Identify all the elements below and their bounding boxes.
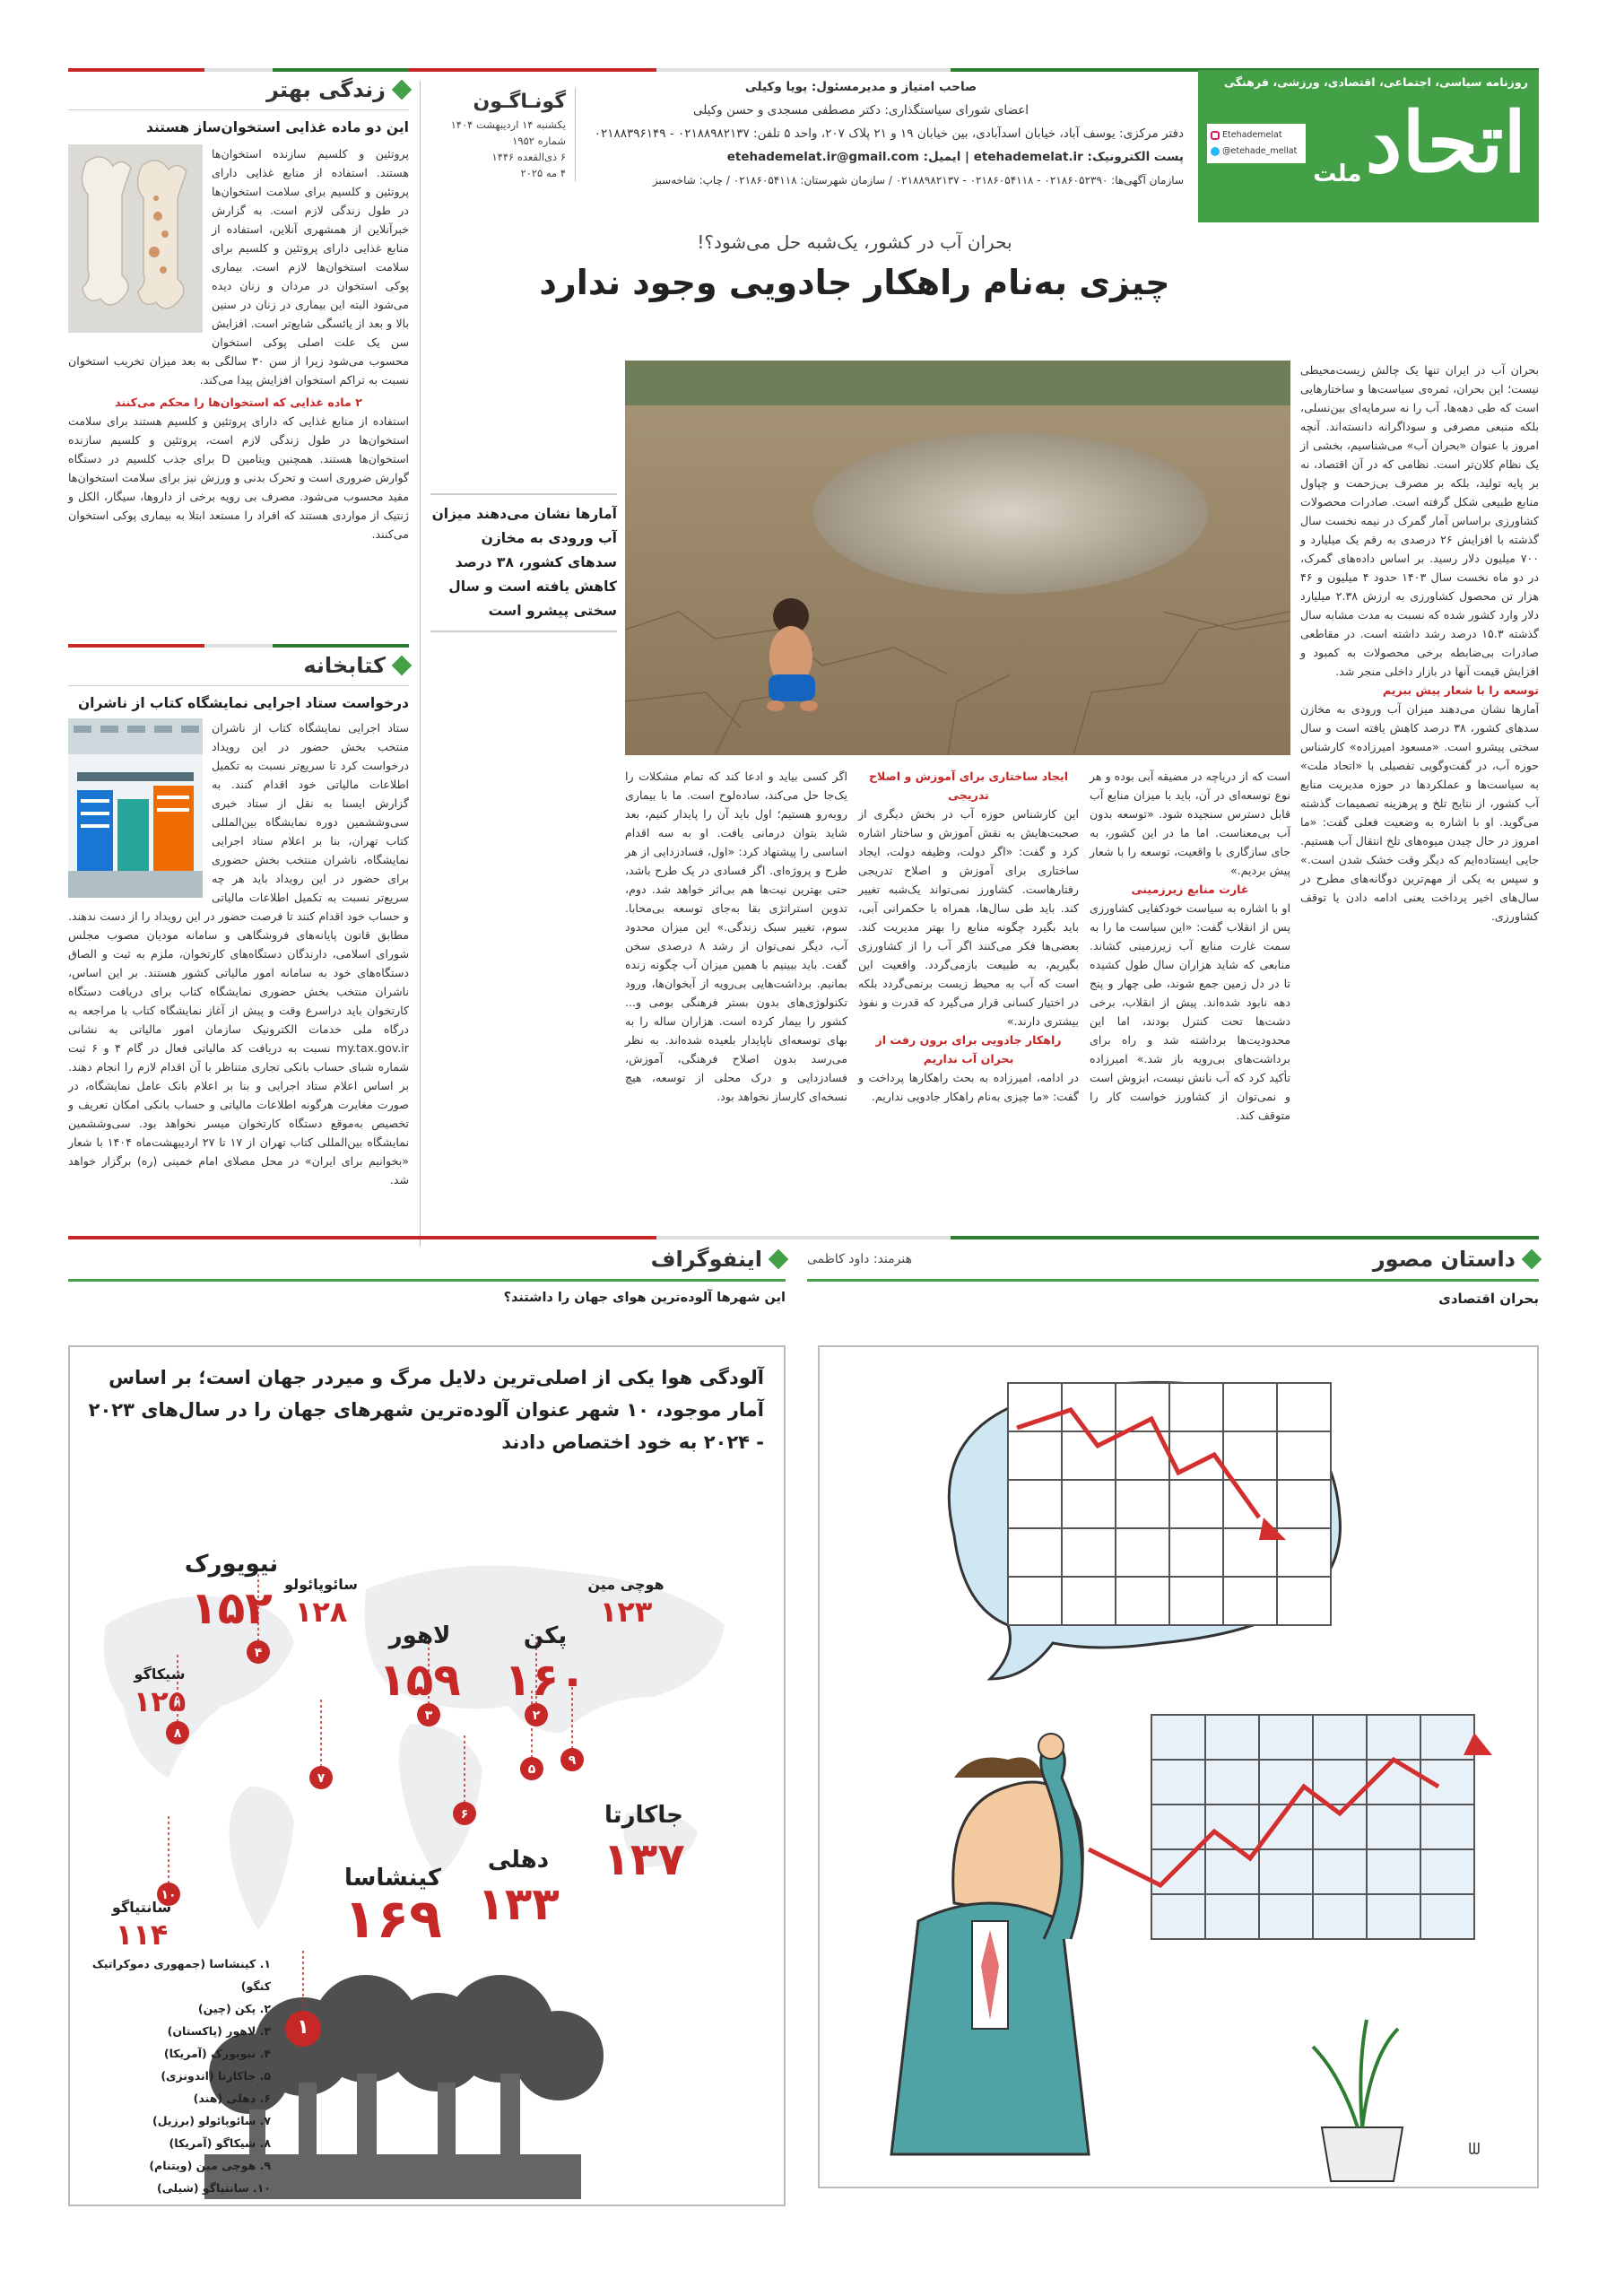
cartoon-artist: هنرمند: داود کاظمی bbox=[807, 1252, 912, 1266]
column-divider bbox=[420, 81, 421, 1247]
story-subhead-3: ایجاد ساختاری برای آموزش و اصلاح تدریجی bbox=[868, 770, 1069, 802]
story-kicker: بحران آب در کشور، یک‌شبه حل می‌شود؟! bbox=[697, 231, 1012, 253]
city-value: ۱۲۳ bbox=[599, 1595, 653, 1629]
cartoon-section bbox=[807, 1247, 1539, 1314]
date-gregorian: ۴ مه ۲۰۲۵ bbox=[520, 167, 566, 179]
city-rank: ۱ bbox=[297, 2016, 309, 2039]
list-item: ۵. جاکارتا (اندونزی) bbox=[161, 2069, 271, 2083]
office-address: دفتر مرکزی: یوسف آباد، خیابان اسدآبادی، بین خیابان ۱۹ و ۲۱ پلاک ۲۰۷، واحد ۵ تلفن: ۰۲۱۸۸۹۸۲۱۳۷ - ۰۲۱۸۸۳۹۶۱۴۹ bbox=[594, 126, 1184, 141]
cartoon-caption: بحران اقتصادی bbox=[1438, 1291, 1539, 1307]
logo-sub: ملت bbox=[1313, 161, 1362, 187]
social-box bbox=[1207, 124, 1306, 163]
infographic-header bbox=[68, 1247, 786, 1272]
city-rank: ۷ bbox=[317, 1771, 326, 1786]
economic-crisis-cartoon bbox=[820, 1347, 1537, 2187]
telegram-link[interactable]: @etehade_mellat bbox=[1211, 144, 1302, 160]
city-name: جاکارتا bbox=[604, 1802, 683, 1829]
main-story bbox=[430, 231, 1539, 312]
library-headline: درخواست ستاد اجرایی نمایشگاه کتاب از ناشران bbox=[77, 695, 409, 711]
city-name: کینشاسا bbox=[344, 1865, 441, 1892]
city-rank: ۹ bbox=[568, 1753, 577, 1768]
city-rank: ۴ bbox=[254, 1646, 263, 1660]
cartoon-frame bbox=[818, 1345, 1539, 2188]
city-value: ۱۳۳ bbox=[477, 1878, 560, 1930]
city-rank: ۶ bbox=[460, 1807, 469, 1822]
logo-text: اتحاد bbox=[1365, 94, 1526, 191]
city-value: ۱۱۴ bbox=[115, 1918, 169, 1952]
better-life-body-1: پروتئین و کلسیم سازنده استخوان‌ها هستند. استفاده از منابع غذایی دارای پروتئین و کلسیم برای سلامت استخوان‌ها در طول زندگی لازم است. به گزارش خبرآنلاین از همشهری آنلاین، استفاده از منابع غذایی دارای پروتئین و کلسیم برای سلامت استخوان‌ها لازم است. بیماری پوکی استخوان در مردان و زنان دیده می‌شود البته این بیماری در زنان در سنین بالا و بعد از یائسگی شایع‌تر است. افزایش سن یک علت اصلی پوکی استخوان محسوب می‌شود زیرا از سن ۳۰ سالگی به بعد میزان تخریب استخوان نسبت به تراکم استخوان افزایش پیدا می‌کند. bbox=[68, 147, 409, 387]
publisher-info bbox=[538, 75, 1184, 192]
city-name: نیویورک bbox=[184, 1551, 279, 1578]
list-item: ۳. لاهور (پاکستان) bbox=[167, 2024, 271, 2038]
section-diamond-icon bbox=[392, 80, 413, 100]
city-name: هوچی مین bbox=[587, 1576, 665, 1593]
logo bbox=[1313, 93, 1526, 192]
story-body-2b: او با اشاره به سیاست خودکفایی کشاورزی پس از انقلاب گفت: «این سیاست ما را به سمت غارت منابع آب زیرزمینی کشاند. منابعی که شاید هزاران سال طول کشیده تا در دل زمین جمع شوند، طی چهار و پنج دهه نابود شده‌اند. پیش از انقلاب، برخی دشت‌ها تحت کنترل بودند، اما این محدودیت‌ها برداشته شد و راه برای برداشت‌های بی‌رویه باز شد.» امیرزاده تأکید کرد که آب نانش نیست، ابزوش است و نمی‌توان از کشاورز خواست کار را متوقف کند. bbox=[1090, 901, 1290, 1122]
story-body-4: اگر کسی بیاید و ادعا کند که تمام مشکلات را یک‌جا حل می‌کند، ساده‌لوح است. ما با بیماری روبه‌رو هستیم؛ اول باید آن را پایدار کنیم، بعد شاید بتوان درمانی یافت. او به سه اقدام اساسی را پیشنهاد کرد: «اول، فسادزدایی از هر طرح و پروژه‌ای. اگر فسادی در یک طرح باشد، حتی بهترین نیت‌ها هم بی‌اثر خواهد شد. دوم، تدوین استراتژی بقا به‌جای توسعه بی‌محابا. سوم، تغییر سبک زندگی.» این میزان محدود آب، دیگر نمی‌توان از رشد ۸ درصدی سخن گفت. باید ببینیم با همین میزان آب چگونه زنده بمانیم. برداشت‌هایی بی‌رویه از آبخوان‌ها، ورود تکنولوژی‌های بدون بستر فرهنگی بومی و... کشور را بیمار کرده است. هزاران ساله را به بهای توسعه‌ای ناپایدار بلعیده شده‌اند. به نظر می‌رسد بدون اصلاح فرهنگی، آموزش، فسادزدایی و درک محلی از توسعه، هیچ نسخه‌ای کارساز نخواهد بود. bbox=[625, 770, 847, 1103]
city-value: ۱۶۰ bbox=[504, 1654, 586, 1706]
story-body-3: این کارشناس حوزه آب در بخش دیگری از صحبت‌هایش به نقش آموزش و ساختار اشاره کرد و گفت: «اگر دولت، وظیفه دولت، ایجاد ساختاری برای آموزش و اصلاح تدریجی رفتارهاست. کشاورز نمی‌تواند یک‌شبه تغییر کند. باید طی سال‌ها، همراه با حکمرانی آبی، باید بگیرد چگونه منابع را بهتر مدیریت کند. بعضی‌ها فکر می‌کنند اگر آب را از کشاورزی بگیریم، به طبیعت بازمی‌گردد. واقعیت این است که آب به محیط زیست برنمی‌گردد بلکه در اختیار کسانی قرار می‌گیرد که قدرت و نفوذ بیشتری دارند.» bbox=[858, 807, 1079, 1028]
story-subhead-2: غارت منابع زیرزمینی bbox=[1131, 883, 1249, 896]
city-rank: ۸ bbox=[173, 1726, 182, 1741]
publisher: صاحب امتیاز و مدیرمسئول: پویا وکیلی bbox=[744, 80, 977, 94]
section-diamond-icon bbox=[392, 656, 413, 676]
library-header bbox=[68, 653, 409, 678]
infographic-title: اینفوگراف bbox=[650, 1247, 762, 1272]
list-item: ۲. پکن (چین) bbox=[197, 2002, 271, 2015]
story-body-3b: در ادامه، امیرزاده به بحث راهکارها پرداخت و گفت: «ما چیزی به‌نام راهکار جادویی نداریم. bbox=[858, 1071, 1079, 1103]
story-callout: آمارها نشان می‌دهند میزان آب ورودی به مخازن سدهای کشور، ۳۸ درصد کاهش یافته است و سال سختی پیشرو است bbox=[430, 493, 617, 632]
drought-illustration bbox=[625, 361, 1290, 755]
instagram-icon bbox=[1211, 131, 1220, 140]
city-rank: ۵ bbox=[527, 1762, 536, 1777]
list-item: ۷. سائوپائولو (برزیل) bbox=[152, 2114, 271, 2127]
infographic-section bbox=[68, 1247, 786, 1312]
city-rank: ۳ bbox=[424, 1709, 433, 1723]
city-name: لاهور bbox=[388, 1622, 451, 1649]
city-name: شیکاگو bbox=[134, 1665, 186, 1683]
city-name: سائوپائولو bbox=[284, 1576, 358, 1593]
book-fair-image bbox=[68, 718, 203, 898]
story-column-2 bbox=[1090, 767, 1290, 1125]
city-value: ۱۳۷ bbox=[603, 1833, 685, 1885]
city-value: ۱۲۸ bbox=[294, 1595, 348, 1629]
city-value: ۱۵۲ bbox=[190, 1582, 273, 1634]
city-name: سانتیاگو bbox=[111, 1899, 172, 1916]
bookfair-illustration bbox=[68, 718, 203, 898]
date-hijri: ۶ ذی‌القعده ۱۴۴۶ bbox=[491, 151, 566, 163]
story-column-1 bbox=[1300, 361, 1539, 926]
city-list bbox=[91, 1952, 271, 2199]
story-subhead-4: راهکار جادویی برای برون رفت از بحران آب نداریم bbox=[875, 1033, 1062, 1065]
better-life-title: زندگی بهتر bbox=[266, 77, 386, 102]
list-item: ۴. نیویورک (آمریکا) bbox=[163, 2047, 271, 2060]
city-value: ۱۲۵ bbox=[133, 1684, 187, 1718]
list-item: ۸. شیکاگو (آمریکا) bbox=[169, 2136, 271, 2150]
better-life-headline: این دو ماده غذایی استخوان‌ساز هستند bbox=[146, 119, 409, 135]
section-diamond-icon bbox=[769, 1249, 789, 1270]
city-name: دهلی bbox=[487, 1847, 550, 1874]
list-item: ۹. هوچی مین (ویتنام) bbox=[149, 2159, 271, 2172]
infographic-headline: آلودگی هوا یکی از اصلی‌ترین دلایل مرگ و میردر جهان است؛ بر اساس آمار موجود، ۱۰ شهر عنوان آلوده‌ترین شهرهای جهان را در سال‌های ۲۰۲۳ - ۲۰۲۴ به خود اختصاص دادند bbox=[88, 1367, 764, 1453]
better-life-subhead: ۲ ماده غذایی که استخوان‌ها را محکم می‌کنند bbox=[115, 396, 362, 409]
city-rank: ۱۰ bbox=[161, 1888, 177, 1902]
tagline: روزنامه سیاسی، اجتماعی، اقتصادی، ورزشی، فرهنگی bbox=[1223, 75, 1528, 89]
ads-info: سازمان آگهی‌ها: ۰۲۱۸۶۰۵۲۳۹۰ - ۰۲۱۸۶۰۵۴۱۱۸ - ۰۲۱۸۸۹۸۲۱۳۷ / سازمان شهرستان: ۰۲۱۸۶۰۵۴۱۱۸ / چاپ: شاخه‌سبز bbox=[652, 174, 1184, 187]
better-life-body-2: استفاده از منابع غذایی که دارای پروتئین و کلسیم هستند برای سلامت استخوان‌ها در طول زندگی لازم است، پروتئین و کلسیم سازنده استخوان‌ها هستند. همچنین ویتامین D برای جذب کلسیم در دستگاه گوارش ضروری است و تحرک بدنی و ورزش نیز برای سلامت استخوان‌ها مفید محسوب می‌شود. مصرف بی رویه برخی از داروها، سیگار، الکل و ژنتیک از مواردی هستند که افراد را مستعد ابتلا به بیماری پوکی استخوان می‌کنند. bbox=[68, 414, 409, 541]
infographic-subtitle: این شهرها آلوده‌ترین هوای جهان را داشتند؟ bbox=[503, 1291, 786, 1305]
story-column-3 bbox=[858, 767, 1079, 1106]
story-headline: چیزی به‌نام راهکار جادویی وجود ندارد bbox=[539, 263, 1170, 302]
library-title: کتابخانه bbox=[303, 653, 386, 678]
date-persian: یکشنبه ۱۴ اردیبهشت ۱۴۰۴ bbox=[450, 118, 566, 131]
bottom-color-rule bbox=[68, 1236, 1539, 1239]
cartoon-header bbox=[1373, 1247, 1539, 1272]
better-life-section bbox=[68, 68, 409, 544]
city-value: ۱۵۹ bbox=[378, 1654, 461, 1706]
story-subhead-1: توسعه را با شعار پیش ببریم bbox=[1382, 683, 1539, 697]
logo-block bbox=[1198, 70, 1539, 222]
section-name: گونـاگـون bbox=[473, 91, 566, 113]
story-body-1b: آمارها نشان می‌دهند میزان آب ورودی به مخازن سدهای کشور، ۳۸ درصد کاهش یافته است و سال سختی پیشرو است. «مسعود امیرزاده» کارشناس حوزه آب، در گفت‌وگویی تفصیلی با «اتحاد ملت» به سیاست‌ها و عملکردها در حوزه مدیریت منابع آب کشور، از نتایج تلخ و پرهزینه تصمیمات گذشته می‌گوید. او با اشاره به وضعیت فعلی گفت: «ما امروز در حال چیدن میوه‌های تلخ انتقال آب هستیم. جایی ایستاده‌ایم که دیگر وقت خشک شدن است.» و سپس به یکی از مهم‌ترین دوگانه‌های مطرح در سال‌های اخیر پرداخت یعنی ادامه دادن یا توقف کشاورزی. bbox=[1300, 702, 1540, 923]
story-body-1: بحران آب در ایران تنها یک چالش زیست‌محیطی نیست؛ این بحران، ثمره‌ی سیاست‌ها و ساختارهایی است که طی دهه‌ها، آب را نه سرمایه‌ای بین‌نسلی، بلکه منبعی مصرفی و سوداگرانه دانسته‌اند. آنچه امروز با عنوان «بحران آب» می‌شناسیم، بخشی از یک نظام کلان‌تر است. نظامی که در آن اقتصاد، نه بر پایه تولید، بلکه بر مصرف بی‌زحمت و چپاول منابع طبیعی شکل گرفته است. صادرات محصولات کشاورزی براساس آمار گمرک در نیمه نخست سال گذشته با افزایش ۲۶ درصدی به رقم یک میلیارد و ۷۰۰ میلیون دلار رسید. بر اساس داده‌های گمرک، در دو ماه نخست سال ۱۴۰۳ حدود ۴ میلیون و ۴۶ هزار تن محصول کشاورزی به ارزش ۲.۳۸ میلیارد دلار وارد کشور شده که نسبت به مدت مشابه سال گذشته ۱۵.۳ درصد رشد داشته است. در مقاطعی صادرات بی‌ضابطه برخی محصولات به کمبود و افزایش قیمت آنها در بازار داخلی منجر شد. bbox=[1300, 363, 1540, 678]
section-diamond-icon bbox=[1522, 1249, 1542, 1270]
email: پست الکترونیک: etehademelat.ir | ایمیل: etehademelat.ir@gmail.com bbox=[726, 150, 1184, 164]
list-item: ۱۰. سانتیاگو (شیلی) bbox=[157, 2181, 271, 2195]
list-item: ۱. کینشاسا (جمهوری دموکراتیک کنگو) bbox=[91, 1957, 271, 1993]
infographic-frame bbox=[68, 1345, 786, 2206]
issue-number: شماره ۱۹۵۲ bbox=[512, 135, 566, 147]
city-value: ۱۶۹ bbox=[343, 1888, 442, 1951]
bone-illustration bbox=[68, 144, 203, 333]
telegram-icon bbox=[1211, 147, 1220, 156]
library-body: ستاد اجرایی نمایشگاه کتاب از ناشران منتخب بخش حضور در این رویداد درخواست کرد تا سریع‌تر نسبت به تکمیل اطلاعات مالیاتی خود اقدام کنند. به گزارش ایسنا به نقل از ستاد خبری سی‌وششمین دوره نمایشگاه بین‌المللی کتاب تهران، بنا بر اعلام ستاد اجرایی نمایشگاه، ناشران منتخب بخش حضوری برای حضور در این رویداد باید هر چه سریع‌تر نسبت به تکمیل اطلاعات مالیاتی و حساب خود اقدام کنند تا فرصت حضور در این رویداد را از دست ندهند. مطابق قانون پایانه‌های فروشگاهی و سامانه مودیان مصوب مجلس شورای اسلامی، دارندگان دستگاه‌های کارتخوان، ملزم به ثبت و الصاق دستگاه‌های خود به سامانه امور مالیاتی کشور هستند. بر این اساس، ناشران منتخب بخش حضوری نمایشگاه کتاب برای دریافت دستگاه کارتخوان باید دراسرع وقت و پیش از آغاز نمایشگاه کتاب با مراجعه به درگاه ملی خدمات الکترونیک سازمان امور مالیاتی به نشانی my.tax.gov.ir نسبت به دریافت کد مالیاتی فعال در گام ۴ و ۶ ثبت شماره شبای حساب بانکی تجاری متناظر با آن اقدام لازم را انجام دهند. بر اساس اعلام ستاد اجرایی و بنا بر اعلام بانک عامل نمایشگاه، در صورت مغایرت هرگونه اطلاعات مالیاتی و حساب بانکی امکان تعریف و تخصیص به‌موقع دستگاه کارتخوان میسر نخواهد بود. سی‌وششمین نمایشگاه بین‌المللی کتاب تهران از ۱۷ تا ۲۷ اردیبهشت‌ماه ۱۴۰۴ با شعار «بخوانیم برای ایران» در محل مصلای امام خمینی (ره) برگزار خواهد شد. bbox=[68, 721, 409, 1187]
council: اعضای شورای سیاستگذاری: دکتر مصطفی مسجدی و حسن وکیلی bbox=[692, 103, 1029, 117]
better-life-header bbox=[68, 77, 409, 102]
city-name: پکن bbox=[523, 1622, 568, 1649]
drought-photo bbox=[625, 361, 1290, 755]
story-body-2: است که از دریاچه در مضیقه آبی بوده و هر نوع توسعه‌ای در آن، باید با میزان منابع آب قابل دسترس سنجیده شود. «توسعه بدون آب بی‌معناست. اما ما در این کشور، به جای سازگاری با واقعیت، توسعه را با شعار پیش بردیم.» bbox=[1089, 770, 1290, 877]
library-section bbox=[68, 644, 409, 1189]
instagram-link[interactable]: Etehademelat bbox=[1211, 127, 1302, 144]
bones-image bbox=[68, 144, 203, 333]
cartoon-title: داستان مصور bbox=[1372, 1247, 1516, 1272]
list-item: ۶. دهلی (هند) bbox=[193, 2092, 271, 2105]
artist-signature: ᗯ bbox=[1468, 2140, 1481, 2159]
story-column-4 bbox=[625, 767, 847, 1106]
date-block bbox=[423, 88, 576, 181]
city-rank: ۲ bbox=[532, 1709, 541, 1723]
